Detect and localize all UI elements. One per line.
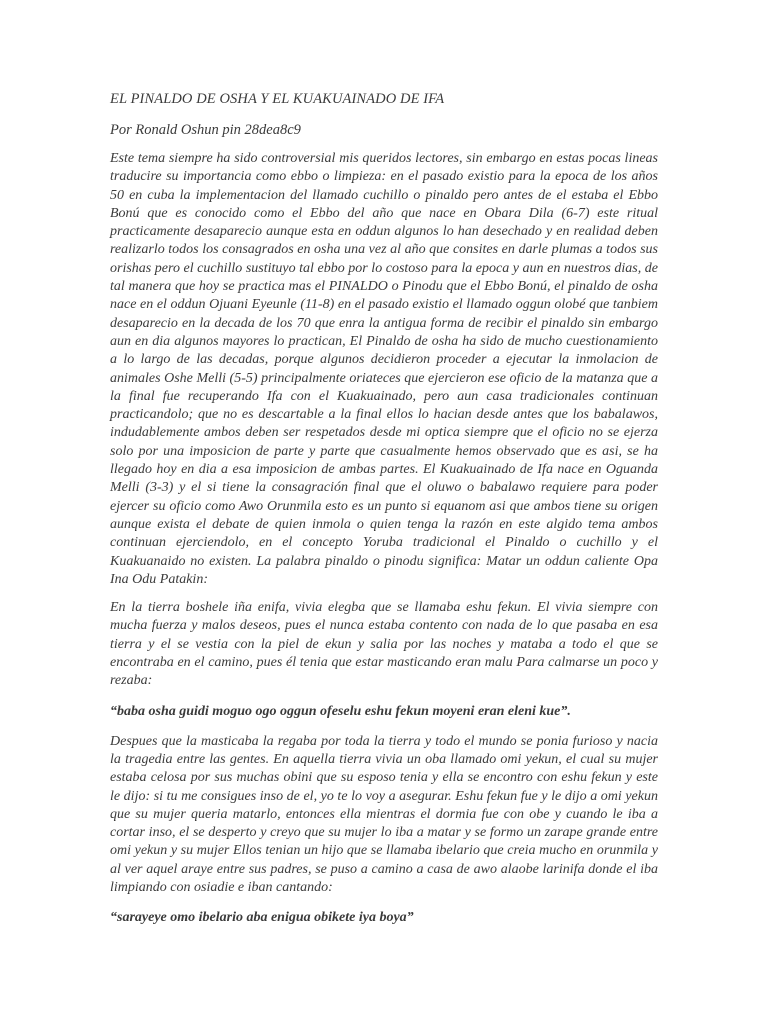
body-paragraph-2: En la tierra boshele iña enifa, vivia elegba que se llamaba eshu fekun. El vivia siempre con mucha fuerza y malos deseos, pues el nunca estaba contento con nada de lo que pasaba en esa tierra y el se vestia con la piel de ekun y salia por las noches y mataba a todo el que se encontraba en el camino, pues él tenia que estar masticando eran malu Para calmarse un poco y rezaba:	[110, 600, 658, 689]
document-title: EL PINALDO DE OSHA Y EL KUAKUAINADO DE IFA	[110, 91, 445, 107]
body-paragraph-1: Este tema siempre ha sido controversial mis queridos lectores, sin embargo en estas pocas lineas traducire su importancia como ebbo o limpieza: en el pasado existio para la epoca de los años 50 en cuba la implementacion del llamado cuchillo o pinaldo pero antes de el estaba el Ebbo Bonú que es conocido como el Ebbo del año que nace en Obara Dila (6-7) este ritual practicamente desaparecio aunque esta en oddun algunos lo han desechado y en realidad deben realizarlo todos los consagrados en osha una vez al año que consites en darle plumas a todos sus orishas pero el cuchillo sustituyo tal ebbo por lo costoso para la epoca y aun en nuestros dias, de tal manera que hoy se practica mas el PINALDO o Pinodu que el Ebbo Bonú, el pinaldo de osha nace en el oddun Ojuani Eyeunle (11-8) en el pasado existio el llamado oggun olobé que tanbiem desaparecio en la decada de los 70 que enra la antigua forma de recibir el pinaldo sin embargo aun en dia algunos mayores lo practican, El Pinaldo de osha ha sido de mucho cuestionamiento a lo largo de las decadas, porque algunos decidieron proceder a ejecutar la inmolacion de animales Oshe Melli (5-5) principalmente oriateces que ejercieron ese oficio de la matanza que a la final fue recuperando Ifa con el Kuakuainado, pero aun casa tradicionales continuan practicandolo; que no es descartable a la final ellos lo hacian desde antes que los babalawos, indudablemente ambos deben ser respetados desde mi optica siempre que el oficio no se ejerza solo por una imposicion de parte y parte que casualmente hemos observado que es asi, se ha llegado hoy en dia a esa imposicion de ambas partes. El Kuakuainado de Ifa nace en Oguanda Melli (3-3) y el si tiene la consagración final que el oluwo o babalawo requiere para poder ejercer su oficio como Awo Orunmila esto es un punto si equanom asi que ambos tiene su origen aunque exista el debate de quien inmola o quien tenga la razón en este algido tema ambos continuan ejerciendolo, en el concepto Yoruba tradicional el Pinaldo o cuchillo y el Kuakuanaido no existen. La palabra pinaldo o pinodu significa: Matar un oddun caliente Opa Ina Odu Patakin:	[110, 151, 658, 587]
chant-verse-1: “baba osha guidi moguo ogo oggun ofeselu eshu fekun moyeni eran eleni kue”.	[110, 703, 571, 719]
chant-verse-2: “sarayeye omo ibelario aba enigua obikete iya boya”	[110, 910, 414, 926]
document-byline: Por Ronald Oshun pin 28dea8c9	[110, 122, 301, 138]
document-page	[110, 90, 658, 939]
body-paragraph-3: Despues que la masticaba la regaba por toda la tierra y todo el mundo se ponia furioso y nacia la tragedia entre las gentes. En aquella tierra vivia un oba llamado omi yekun, el cual su mujer estaba celosa por sus muchas obini que su esposo tenia y ella se encontro con eshu fekun y este le dijo: si tu me consigues inso de el, yo te lo voy a asegurar. Eshu fekun fue y le dijo a omi yekun que su mujer queria matarlo, entonces ella mientras el dormia fue con obe y cuando le iba a cortar inso, el se desperto y creyo que su mujer lo iba a matar y se formo un zarape grande entre omi yekun y su mujer Ellos tenian un hijo que se llamaba ibelario que creia mucho en orunmila y al ver aquel araye entre sus padres, se puso a camino a casa de awo alaobe larinifa donde el iba limpiando con osiadie e iban cantando:	[110, 733, 658, 895]
